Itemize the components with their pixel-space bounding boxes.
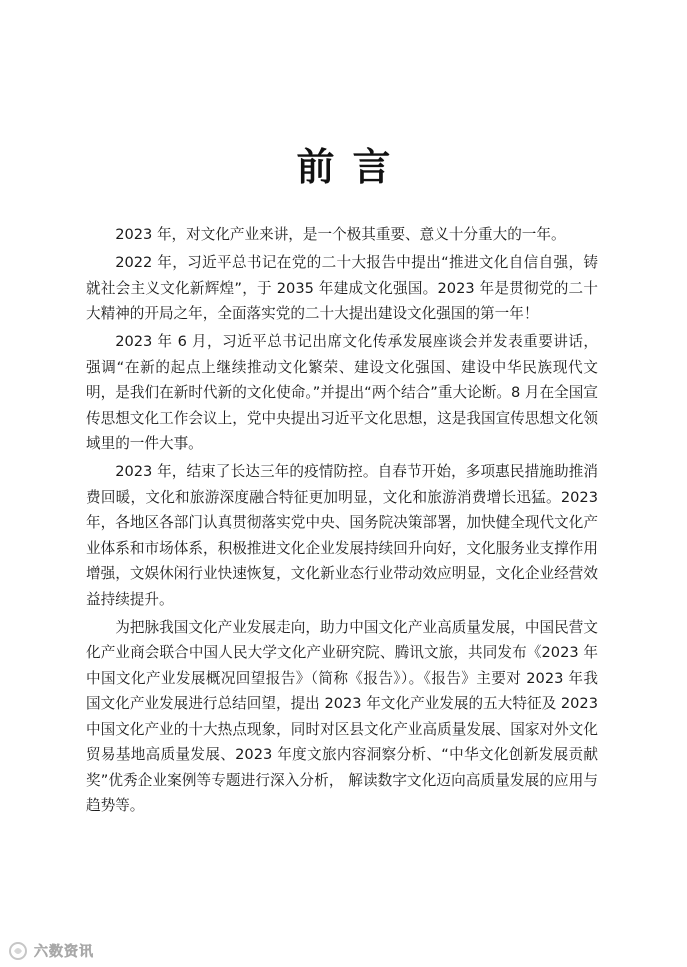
body-text xyxy=(86,222,598,821)
watermark xyxy=(8,940,94,962)
paragraph: 2023 年 6 月，习近平总书记出席文化传承发展座谈会并发表重要讲话，强调“在新的起点上继续推动文化繁荣、建设文化强国、建设中华民族现代文明，是我们在新时代新的文化使命。”并提出“两个结合”重大论断。8 月在全国宣传思想文化工作会议上，党中央提出习近平文化思想，这是我国宣传思想文化领域里的一件大事。 xyxy=(86,333,598,452)
watermark-text: 六数资讯 xyxy=(34,944,94,960)
paragraph: 为把脉我国文化产业发展走向，助力中国文化产业高质量发展，中国民营文化产业商会联合中国人民大学文化产业研究院、腾讯文旅，共同发布《2023 年中国文化产业发展概况回望报告》（简称《报告》）。《报告》主要对 2023 年我国文化产业发展进行总结回望，提出 2023 年文化产业发展的五大特征及 2023 中国文化产业的十大热点现象，同时对区县文化产业高质量发展、国家对外文化贸易基地高质量发展、2023 年度文旅内容洞察分析、“中华文化创新发展贡献奖”优秀企业案例等专题进行深入分析， 解读数字文化迈向高质量发展的应用与趋势等。 xyxy=(86,618,598,814)
page-title: 前言 xyxy=(296,145,409,189)
paragraph: 2023 年，结束了长达三年的疫情防控。自春节开始，多项惠民措施助推消费回暖，文化和旅游深度融合特征更加明显，文化和旅游消费增长迅猛。2023 年，各地区各部门认真贯彻落实党中央、国务院决策部署，加快健全现代文化产业体系和市场体系，积极推进文化企业发展持续回升向好，文化服务业支撑作用增强，文娱休闲行业快速恢复，文化新业态行业带动效应明显，文化企业经营效益持续提升。 xyxy=(86,463,598,608)
paragraph: 2023 年，对文化产业来讲，是一个极其重要、意义十分重大的一年。 xyxy=(115,226,566,243)
logo-icon xyxy=(8,941,30,961)
paragraph: 2022 年，习近平总书记在党的二十大报告中提出“推进文化自信自强，铸就社会主义文化新辉煌”，于 2035 年建成文化强国。2023 年是贯彻党的二十大精神的开局之年，全面落实党的二十大提出建设文化强国的第一年！ xyxy=(86,254,598,322)
